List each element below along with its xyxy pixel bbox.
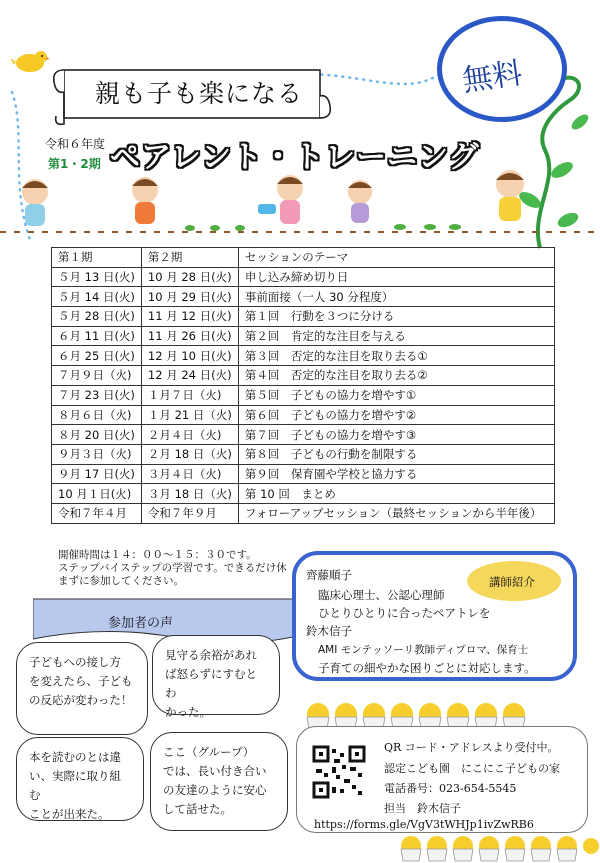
schedule-cell: ９月 17 日(火): [52, 464, 142, 484]
schedule-table: [51, 247, 555, 524]
schedule-cell: ２月 18 日（火): [141, 444, 238, 464]
schedule-cell: 12 月 10 日(火): [141, 346, 238, 366]
schedule-cell: １月 21 日（火): [141, 405, 238, 425]
schedule-cell: ３月４日（火): [141, 464, 238, 484]
schedule-cell: 第７回 子どもの協力を増やす③: [238, 425, 554, 445]
schedule-cell: 第５回 子どもの協力を増やす①: [238, 385, 554, 405]
schedule-row: [52, 484, 555, 504]
schedule-row: [52, 425, 555, 445]
schedule-header-cell: セッションのテーマ: [238, 248, 554, 268]
schedule-cell: ５月 28 日(火): [52, 307, 142, 327]
contact-person: 担当 鈴木信子: [384, 802, 461, 815]
schedule-cell: ６月 25 日(火): [52, 346, 142, 366]
schedule-cell: ６月 11 日(火): [52, 326, 142, 346]
schedule-cell: 第９回 保育園や学校と協力する: [238, 464, 554, 484]
schedule-cell: ３月 18 日（火): [141, 484, 238, 504]
schedule-header-cell: 第１期: [52, 248, 142, 268]
schedule-cell: ７月９日（火): [52, 366, 142, 386]
schedule-cell: １月７日（火): [141, 385, 238, 405]
schedule-row: [52, 464, 555, 484]
schedule-cell: 第３回 否定的な注目を取り去る①: [238, 346, 554, 366]
qr-note: QR コード・アドレスより受付中。: [384, 741, 559, 754]
schedule-cell: ９月３日（火): [52, 444, 142, 464]
child-figure-5: [496, 170, 524, 221]
schedule-cell: 第 10 回 まとめ: [238, 484, 554, 504]
free-label: 無料: [460, 55, 525, 99]
schedule-cell: 10 月 28 日(火): [141, 267, 238, 287]
schedule-cell: ２月４日（火): [141, 425, 238, 445]
lecturer-name-2: 鈴木信子: [306, 624, 352, 638]
lecturer-badge-label: 講師紹介: [489, 575, 535, 589]
schedule-cell: ８月 20 日(火): [52, 425, 142, 445]
child-figure-1: [22, 179, 48, 226]
schedule-cell: 令和７年４月: [52, 503, 142, 523]
voices-title: 参加者の声: [108, 616, 174, 631]
schedule-row: [52, 385, 555, 405]
period-label: 第1・2期: [48, 157, 101, 171]
schedule-cell: 第６回 子どもの協力を増やす②: [238, 405, 554, 425]
schedule-row: [52, 267, 555, 287]
schedule-cell: 第８回 子どもの行動を制限する: [238, 444, 554, 464]
schedule-cell: 第２回 肯定的な注目を与える: [238, 326, 554, 346]
schedule-cell: 申し込み締め切り日: [238, 267, 554, 287]
lecturer-credentials-2: AMI モンテッソーリ教師ディプロマ、保育士: [318, 644, 529, 656]
schedule-cell: ８月６日（火): [52, 405, 142, 425]
phone-number: 電話番号：023-654-5545: [384, 782, 517, 795]
schedule-row: [52, 444, 555, 464]
schedule-row: [52, 307, 555, 327]
schedule-cell: 令和７年９月: [141, 503, 238, 523]
voice-bubble-4: ここ（グループ） では、長い付き合い の友達のように安心 して話せた。: [150, 732, 288, 831]
schedule-cell: フォローアップセッション（最終セッションから半年後）: [238, 503, 554, 523]
child-figure-2: [132, 177, 158, 224]
voice-bubble-3: 本を読むのとは違 い、実際に取り組む ことが出来た。: [16, 737, 144, 821]
chick-row-bottom-illustration: [395, 830, 600, 863]
schedule-cell: ５月 14 日(火): [52, 287, 142, 307]
schedule-cell: ７月 23 日(火): [52, 385, 142, 405]
schedule-row: [52, 346, 555, 366]
schedule-cell: 10 月 29 日(火): [141, 287, 238, 307]
organization-name: 認定こども園 にこにこ子どもの家: [384, 762, 560, 775]
voice-bubble-1: 子どもへの接し方 を変えたら、子ども の反応が変わった！: [16, 642, 148, 735]
schedule-cell: ５月 13 日(火): [52, 267, 142, 287]
schedule-row: [52, 326, 555, 346]
bird-illustration: [10, 48, 50, 74]
schedule-cell: 10 月１日(火): [52, 484, 142, 504]
schedule-row: [52, 503, 555, 523]
banner-title: 親も子も楽になる: [95, 79, 304, 108]
lecturer-description-2: 子育ての細やかな困りごとに対応します。: [318, 661, 536, 675]
schedule-row: [52, 366, 555, 386]
voice-bubble-2: 見守る余裕があれ ば怒らずにすむとわ かった。: [152, 635, 280, 715]
schedule-cell: 11 月 26 日(火): [141, 326, 238, 346]
session-notes: 開催時間は１４：００～１５：３０です。 ステップバイステップの学習です。できるだけ休 まずに参加してください。: [58, 549, 287, 587]
schedule-cell: 第４回 否定的な注目を取り去る②: [238, 366, 554, 386]
schedule-header-cell: 第２期: [141, 248, 238, 268]
main-title: ペアレント・トレーニング: [110, 140, 480, 175]
lecturer-description-1: ひとりひとりに合ったペアトレを: [318, 606, 491, 620]
schedule-cell: 第１回 行動を３つに分ける: [238, 307, 554, 327]
child-figure-3: [258, 175, 303, 224]
schedule-row: [52, 405, 555, 425]
qr-code[interactable]: [312, 745, 366, 799]
lecturer-credentials-1: 臨床心理士、公認心理師: [318, 588, 445, 602]
schedule-cell: 事前面接（一人 30 分程度）: [238, 287, 554, 307]
fiscal-year: 令和６年度: [45, 137, 106, 151]
child-figure-4: [348, 180, 372, 223]
schedule-header-row: [52, 248, 555, 268]
lecturer-name-1: 齊藤順子: [306, 568, 352, 582]
schedule-cell: 12 月 24 日(火): [141, 366, 238, 386]
registration-url[interactable]: https://forms.gle/VgV3tWHJp1ivZwRB6: [314, 818, 534, 831]
schedule-row: [52, 287, 555, 307]
schedule-cell: 11 月 12 日(火): [141, 307, 238, 327]
children-illustration: [0, 170, 600, 245]
